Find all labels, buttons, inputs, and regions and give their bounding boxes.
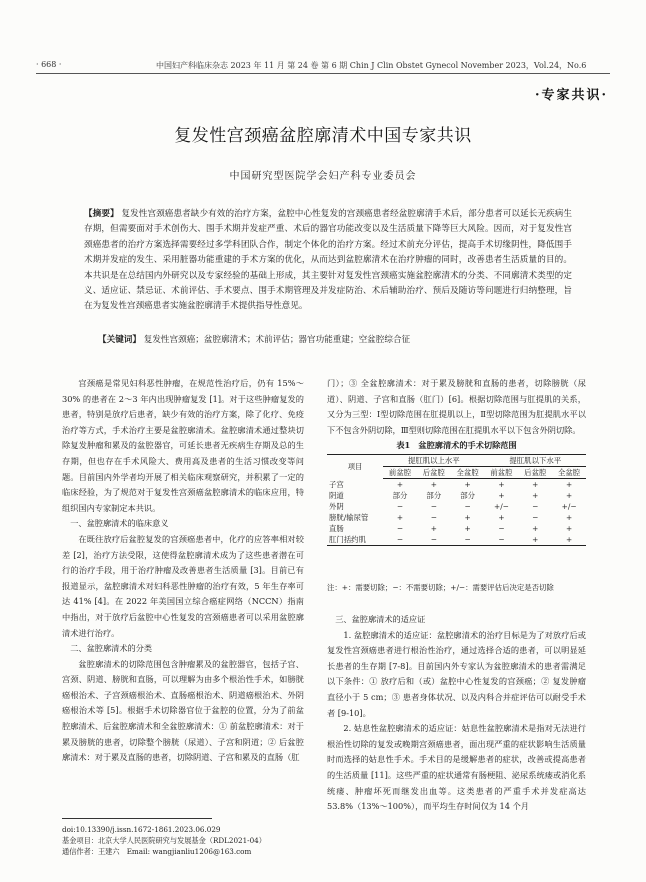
table-cell: − — [430, 513, 437, 522]
table-cell: 部分 — [426, 491, 442, 500]
article-author: 中国研究型医院学会妇产科专业委员会 — [229, 171, 417, 182]
table-cell: − — [485, 534, 519, 546]
table-cell: + — [498, 480, 505, 489]
table-cell: + — [532, 491, 539, 500]
footnote-rule — [62, 818, 212, 819]
table-cell: − — [383, 534, 417, 546]
table-subheader: 后盆腔 — [417, 467, 451, 479]
table-cell: + — [430, 480, 437, 489]
corresponding-author: 通信作者：王建六 Email: wangjianliu1206@163.com — [62, 847, 252, 856]
paragraph: 门）；③ 全盆腔廓清术：对于累及膀胱和直肠的患者，切除膀胱（尿道）、阴道、子宫和直肠（肛门）[6]。根据切除范围与肛提肌的关系，又分为三型：Ⅰ型切除范围在肛提肌以上，Ⅱ型切除范围为肛提肌水平以下不包含外阴切除，Ⅲ型则切除范围在肛提肌水平以下包含外阴切除。 — [327, 378, 586, 435]
table-cell: + — [464, 524, 471, 533]
table-cell: − — [498, 524, 505, 533]
table-header-row — [327, 455, 586, 467]
table-row — [327, 479, 586, 491]
table-cell: + — [552, 534, 586, 546]
table-row — [327, 490, 586, 501]
abstract — [84, 207, 572, 315]
column-tag: ·专家共识· — [534, 88, 608, 103]
table-cell: +/− — [561, 502, 577, 511]
table-group-header: 提肛肌以上水平 — [383, 455, 484, 467]
table-row — [327, 501, 586, 512]
table-cell: − — [464, 502, 471, 511]
page-number: · 668 · — [36, 60, 62, 69]
table-row-label: 直肠 — [329, 524, 344, 533]
section-heading: 二、盆腔廓清术的分类 — [70, 643, 153, 654]
header-rule — [36, 73, 610, 74]
table-cell: + — [498, 513, 505, 522]
table-row-label: 膀胱/输尿管 — [329, 513, 369, 522]
table-cell: + — [518, 534, 552, 546]
table-cell: 部分 — [392, 491, 408, 500]
keywords-text: 复发性宫颈癌；盆腔廓清术；术前评估；器官功能重建；空盆腔综合征 — [143, 335, 411, 345]
table-cell: + — [396, 513, 404, 522]
table-cell: − — [430, 502, 437, 511]
table-group-header: 提肛肌以下水平 — [485, 455, 586, 467]
table-cell: − — [396, 502, 404, 511]
table-cell: 部分 — [460, 491, 476, 500]
doi: doi:10.13390/j.issn.1672-1861.2023.06.029 — [62, 825, 221, 834]
article-title: 复发性宫颈癌盆腔廓清术中国专家共识 — [174, 126, 472, 146]
table-cell: +/− — [494, 502, 509, 511]
table-row-label: 肛门括约肌 — [327, 534, 383, 546]
keywords — [98, 334, 568, 347]
table-cell: + — [565, 524, 573, 533]
table-note: 注：+：需要切除；−：不需要切除；+/−：需要评估后决定是否切除 — [327, 583, 554, 592]
footnote — [62, 824, 312, 857]
table-cell: − — [532, 513, 539, 522]
table-row-header: 项目 — [327, 455, 383, 479]
table-cell: − — [451, 534, 485, 546]
abstract-label: 【摘要】 — [84, 209, 119, 219]
table-cell: − — [396, 524, 404, 533]
table-row — [327, 534, 586, 546]
table-subheader: 后盆腔 — [518, 467, 552, 479]
table-cell: − — [532, 502, 539, 511]
table-row — [327, 512, 586, 523]
table-cell: + — [532, 524, 539, 533]
table-cell: + — [464, 513, 471, 522]
section-heading: 一、盆腔廓清术的临床意义 — [70, 518, 169, 529]
section-heading: 三、盆腔廓清术的适应证 — [335, 614, 426, 624]
table-subheader: 全盆腔 — [451, 467, 485, 479]
right-column-top — [327, 376, 586, 438]
table-subheader: 前盆腔 — [383, 467, 417, 479]
paragraph: 1. 盆腔廓清术的适应证：盆腔廓清术的治疗目标是为了对放疗后或复发性宫颈癌患者进行根治性治疗，通过选择合适的患者，可以明显延长患者的生存期 [7-8]。目前国内外专家认为盆腔廓清术的患者需满足以下条件：① 放疗后和（或）盆腔中心性复发的宫颈癌；② 复发肿瘤直径小于 5 cm；③ 患者身体状况、以及内科合并症评估可以耐受手术者 [9-10]。 — [327, 629, 586, 718]
abstract-text: 复发性宫颈癌患者缺少有效的治疗方案，盆腔中心性复发的宫颈癌患者经盆腔廓清手术后，部分患者可以延长无疾病生存期，但需要面对手术创伤大、围手术期并发症严重、术后的器官功能改变以及生活质量下降等巨大风险。因而，对于复发性宫颈癌患者的治疗方案选择需要经过多学科团队合作，制定个体化的治疗方案。经过术前充分评估，提高手术切缘阴性，降低围手术期并发症的发生、采用脏器功能重建的手术方案的优化，从而达到盆腔廓清术在治疗肿瘤的同时，改善患者生活质量的目的。本共识是在总结国内外研究以及专家经验的基础上形成，其主要针对复发性宫颈癌实施盆腔廓清术的分类、不同廓清术类型的定义、适应证、禁忌证、术前评估、手术要点、围手术期管理及并发症防治、术后辅助治疗、预后及随访等问题进行归纳整理，旨在为复发性宫颈癌患者实施盆腔廓清手术提供指导性意见。 — [84, 209, 572, 312]
table-cell: + — [532, 480, 539, 489]
paragraph: 盆腔廓清术的切除范围包含肿瘤累及的盆腔器官，包括子宫、宫颈、阴道、膀胱和直肠，可以理解为由多个根治性手术，如膀胱癌根治术、子宫颈癌根治术、直肠癌根治术、阴道癌根治术、外阴癌根治术等 [5]。根据手术切除器官位于盆腔的位置，分为了前盆腔廓清术、后盆腔廓清术和全盆腔廓清术：① 前盆腔廓清术：对于累及膀胱的患者，切除整个膀胱（尿道）、子宫和阴道；② 后盆腔廓清术：对于累及直肠的患者，切除阴道、子宫和累及的直肠（肛 — [62, 658, 304, 763]
paragraph: 2. 姑息性盆腔廓清术的适应证：姑息性盆腔廓清术是指对无法进行根治性切除的复发或晚期宫颈癌患者，面出现严重的症状影响生活质量时而选择的姑息性手术。手术目的是缓解患者的症状，改善或提高患者的生活质量 [11]。这些严重的症状通常有肠梗阻、泌尿系统瘘或消化系统瘘、肿瘤坏死而继发出血等。这类患者的严重手术并发症高达 53.8%（13%～100%），而平均生存时间仅为 14 个月 — [327, 723, 586, 812]
table-cell: + — [464, 480, 471, 489]
table-cell: + — [498, 491, 505, 500]
table-cell: + — [430, 524, 437, 533]
right-column-bottom — [327, 612, 586, 815]
table-row-label: 外阴 — [329, 502, 344, 511]
table-row-label: 阴道 — [329, 491, 344, 500]
keywords-label: 【关键词】 — [98, 335, 141, 345]
table-subheader: 前盆腔 — [485, 467, 519, 479]
paragraph: 在既往放疗后盆腔复发的宫颈癌患者中，化疗的应答率相对较差 [2]，治疗方法受限，这使得盆腔廓清术成为了这些患者潜在可行的治疗手段，用于治疗肿瘤及改善患者生活质量 [3]。目前已有报道显示，盆腔廓清术对妇科恶性肿瘤的治疗有效，5 年生存率可达 41% [4]。在 2022 年美国国立综合癌症网络（NCCN）指南中指出，对于放疗后盆腔中心性复发的宫颈癌患者可以采用盆腔廓清术进行治疗。 — [62, 533, 304, 638]
table-row-label: 子宫 — [329, 479, 344, 489]
table-cell: + — [565, 491, 573, 500]
table-subheader: 全盆腔 — [552, 467, 586, 479]
table-cell: + — [565, 480, 573, 489]
journal-info: 中国妇产科临床杂志 2023 年 11 月 第 24 卷 第 6 期 Chin J Clin Obstet Gynecol November 2023，Vol.24，No.6 — [156, 61, 587, 70]
fund-info: 基金项目：北京大学人民医院研究与发展基金（RDL2021-04） — [62, 836, 266, 845]
resection-table — [327, 454, 586, 546]
table-row — [327, 523, 586, 534]
table-title: 表1 盆腔廓清术的手术切除范围 — [396, 440, 517, 450]
left-column — [62, 376, 304, 766]
table-cell: − — [417, 534, 451, 546]
table-cell: + — [565, 513, 573, 522]
paragraph: 宫颈癌是常见妇科恶性肿瘤，在规范性治疗后，仍有 15%～30% 的患者在 2～3 年内出现肿瘤复发 [1]。对于这些肿瘤复发的患者，特别是放疗后患者，缺少有效的治疗方案，除了化疗、免疫治疗等方式，手术治疗主要是盆腔廓清术。盆腔廓清术通过整块切除复发肿瘤和累及的盆腔器官，可延长患者无疾病生存期及总的生存期，但也存在手术风险大、费用高及患者的生活习惯改变等问题。目前国内外学者均开展了相关临床观察研究，并积累了一定的临床经验，为了规范对于复发性宫颈癌盆腔廓清术的临床应用，特组织国内专家制定本共识。 — [62, 378, 304, 513]
table-cell: + — [396, 480, 404, 489]
